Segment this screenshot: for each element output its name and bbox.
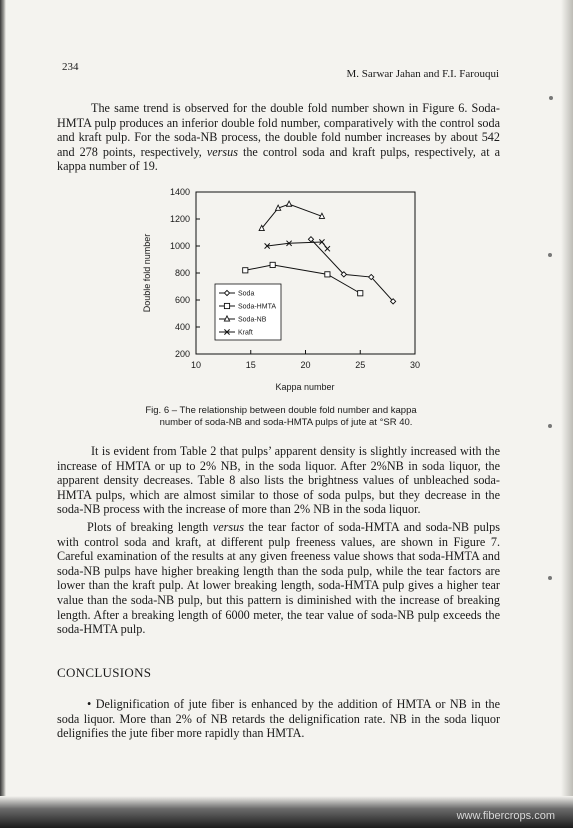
watermark: www.fibercrops.com	[456, 810, 555, 822]
y-tick-label: 200	[174, 349, 190, 359]
data-point-triangle	[286, 201, 291, 206]
caption-line-2: number of soda-NB and soda-HMTA pulps of jute at °SR 40.	[159, 416, 413, 428]
page-number: 234	[62, 61, 79, 73]
y-tick-label: 1400	[169, 187, 190, 197]
data-point-square	[243, 268, 248, 273]
legend-label: Kraft	[238, 329, 253, 337]
y-tick-label: 1200	[169, 214, 190, 224]
paragraph-breaking-length: Plots of breaking length versus the tear factor of soda-HMTA and soda-NB pulps with control soda and kraft, at different pulp freeness values, are shown in Figure 7. Careful examination of the results at any given freeness value shows that soda-HMTA and soda-NB pulps have higher breaking length than the soda pulp, while the tear factors are lower than the kraft pulp. At lower breaking length, soda-HMTA pulp gives a higher tear value than the soda-NB pulp, but this pattern is diminished with the increase of breaking length. After a breaking length of 6000 meter, the tear value of soda-NB pulp exceeds the soda-HMTA pulp.	[57, 520, 500, 637]
legend-label: Soda	[238, 290, 255, 298]
figure-caption	[136, 405, 426, 428]
data-point-square	[358, 291, 363, 296]
y-tick-label: 1000	[169, 241, 190, 251]
series-line	[311, 239, 393, 301]
figure-6-chart	[138, 186, 438, 396]
x-tick-label: 30	[409, 360, 421, 370]
chart-legend	[215, 284, 281, 340]
x-tick-label: 15	[245, 360, 256, 370]
legend-label: Soda-NB	[238, 316, 267, 324]
conclusion-bullet: • Delignification of jute fiber is enhanced by the addition of HMTA or NB in the soda liquor. More than 2% of NB retards the delignification rate. NB in the soda liquor delignifies the jute fiber more rapidly than HMTA.	[57, 697, 500, 741]
series-soda	[308, 237, 395, 304]
x-axis-ticks	[191, 350, 420, 370]
margin-speck	[548, 424, 552, 428]
y-axis-label: Double fold number	[142, 233, 152, 313]
series-line	[262, 204, 322, 228]
scan-edge-right	[561, 0, 573, 828]
y-tick-label: 800	[174, 268, 190, 278]
margin-speck	[548, 253, 552, 257]
data-point-square	[270, 262, 275, 267]
data-point-square	[224, 303, 229, 308]
y-tick-label: 600	[174, 295, 190, 305]
legend-label: Soda-HMTA	[238, 303, 276, 311]
x-tick-label: 25	[355, 360, 366, 370]
x-axis-label: Kappa number	[275, 382, 335, 392]
x-tick-label: 20	[300, 360, 311, 370]
margin-speck	[549, 96, 553, 100]
data-point-square	[325, 272, 330, 277]
y-tick-label: 400	[174, 322, 190, 332]
caption-line-1: Fig. 6 – The relationship between double fold number and kappa	[145, 405, 417, 416]
running-head: M. Sarwar Jahan and F.I. Farouqui	[346, 68, 499, 80]
section-heading-conclusions: CONCLUSIONS	[57, 665, 152, 680]
margin-speck	[548, 576, 552, 580]
scan-edge-left	[0, 0, 6, 828]
series-soda-nb	[259, 201, 324, 231]
y-axis-ticks	[170, 187, 200, 359]
double-fold-chart	[138, 186, 438, 396]
paragraph-apparent-density: It is evident from Table 2 that pulps’ apparent density is slightly increased with the increase of HMTA or up to 2% NB, in the soda liquor. After 2%NB in soda liquor, the apparent density decreases. Table 8 also lists the brightness values of unbleached soda-HMTA pulps, which are almost similar to those of soda pulps, but they decrease in the soda-NB process with the increase of more than 2% NB in the soda liquor.	[57, 444, 500, 517]
paragraph-double-fold: The same trend is observed for the double fold number shown in Figure 6. Soda-HMTA pulp produces an inferior double fold number, comparatively with the control soda and kraft pulp. For the soda-NB process, the double fold number increases by about 542 and 278 points, respectively, versus the control soda and kraft pulps, respectively, at a kappa number of 19.	[57, 101, 500, 174]
x-tick-label: 10	[190, 360, 202, 370]
